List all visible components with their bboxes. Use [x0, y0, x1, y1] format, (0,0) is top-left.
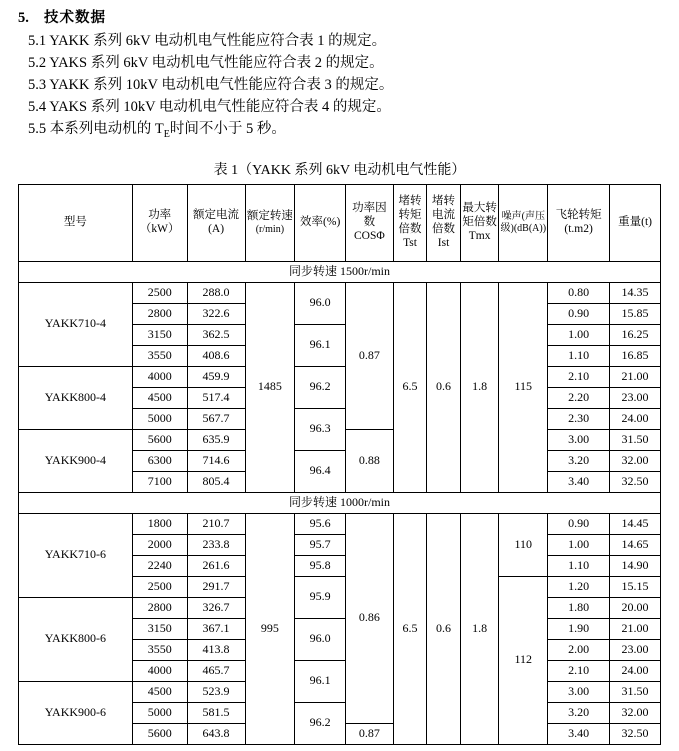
- flywheel-cell: 3.40: [548, 471, 610, 492]
- power-cell: 5600: [132, 723, 187, 744]
- power-cell: 5000: [132, 702, 187, 723]
- weight-cell: 32.50: [610, 723, 661, 744]
- table-row: [19, 513, 661, 534]
- header-flywheel-torque: 飞轮转矩 (t.m2): [548, 184, 610, 261]
- power-cell: 4000: [132, 660, 187, 681]
- current-cell: 465.7: [187, 660, 245, 681]
- weight-cell: 16.85: [610, 345, 661, 366]
- current-cell: 233.8: [187, 534, 245, 555]
- current-cell: 326.7: [187, 597, 245, 618]
- table-header-row: [19, 184, 661, 261]
- section-label-1000: 同步转速 1000r/min: [19, 492, 661, 513]
- current-cell: 210.7: [187, 513, 245, 534]
- current-cell: 805.4: [187, 471, 245, 492]
- section-number: 5.: [18, 10, 29, 26]
- flywheel-cell: 2.20: [548, 387, 610, 408]
- table-row: [19, 366, 661, 387]
- weight-cell: 24.00: [610, 660, 661, 681]
- efficiency-cell: 95.7: [295, 534, 346, 555]
- efficiency-cell: 96.3: [295, 408, 346, 450]
- flywheel-cell: 3.00: [548, 429, 610, 450]
- header-weight: 重量(t): [610, 184, 661, 261]
- efficiency-cell: 96.0: [295, 618, 346, 660]
- paragraph-5-5-part-a: 5.5 本系列电动机的 T: [28, 121, 164, 137]
- speed-cell: 1485: [245, 282, 295, 492]
- efficiency-cell: 96.4: [295, 450, 346, 492]
- flywheel-cell: 3.20: [548, 450, 610, 471]
- model-cell: YAKK800-6: [19, 597, 133, 681]
- power-cell: 3150: [132, 618, 187, 639]
- header-power-factor: 功率因 数 COSΦ: [346, 184, 394, 261]
- current-cell: 362.5: [187, 324, 245, 345]
- flywheel-cell: 1.10: [548, 345, 610, 366]
- current-cell: 635.9: [187, 429, 245, 450]
- model-cell: YAKK710-6: [19, 513, 133, 597]
- weight-cell: 16.25: [610, 324, 661, 345]
- section-title: 技术数据: [44, 10, 106, 26]
- ist-cell: 0.6: [427, 513, 461, 744]
- cos-cell: 0.86: [346, 513, 394, 723]
- header-locked-rotor-current: 堵转 电流 倍数 Ist: [427, 184, 461, 261]
- weight-cell: 14.35: [610, 282, 661, 303]
- table-row: [19, 282, 661, 303]
- weight-cell: 24.00: [610, 408, 661, 429]
- weight-cell: 23.00: [610, 639, 661, 660]
- model-cell: YAKK900-4: [19, 429, 133, 492]
- power-cell: 2500: [132, 282, 187, 303]
- model-cell: YAKK900-6: [19, 681, 133, 744]
- speed-cell: 995: [245, 513, 295, 744]
- header-locked-rotor-torque: 堵转 转矩 倍数 Tst: [393, 184, 427, 261]
- power-cell: 7100: [132, 471, 187, 492]
- efficiency-cell: 95.9: [295, 576, 346, 618]
- power-cell: 1800: [132, 513, 187, 534]
- power-cell: 3550: [132, 345, 187, 366]
- flywheel-cell: 2.10: [548, 660, 610, 681]
- weight-cell: 31.50: [610, 681, 661, 702]
- weight-cell: 32.00: [610, 702, 661, 723]
- paragraph-5-5-part-b: 时间不小于 5 秒。: [169, 121, 286, 137]
- weight-cell: 15.85: [610, 303, 661, 324]
- header-model: 型号: [19, 184, 133, 261]
- performance-table: [18, 184, 661, 745]
- header-efficiency: 效率(%): [295, 184, 346, 261]
- current-cell: 322.6: [187, 303, 245, 324]
- noise-cell: 110: [499, 513, 548, 576]
- paragraph-5-4: 5.4 YAKS 系列 10kV 电动机电气性能应符合表 4 的规定。: [28, 99, 391, 115]
- section-row-1000: [19, 492, 661, 513]
- weight-cell: 32.00: [610, 450, 661, 471]
- flywheel-cell: 0.90: [548, 513, 610, 534]
- weight-cell: 20.00: [610, 597, 661, 618]
- power-cell: 2000: [132, 534, 187, 555]
- current-cell: 581.5: [187, 702, 245, 723]
- power-cell: 5600: [132, 429, 187, 450]
- header-max-torque: 最大转 矩倍数 Tmx: [460, 184, 499, 261]
- efficiency-cell: 95.6: [295, 513, 346, 534]
- tmx-cell: 1.8: [460, 513, 499, 744]
- paragraph-5-5: [28, 119, 661, 145]
- current-cell: 567.7: [187, 408, 245, 429]
- section-label-1500: 同步转速 1500r/min: [19, 261, 661, 282]
- efficiency-cell: 96.2: [295, 702, 346, 744]
- paragraph-5-3: 5.3 YAKK 系列 10kV 电动机电气性能应符合表 3 的规定。: [28, 77, 394, 93]
- table-caption: 表 1（YAKK 系列 6kV 电动机电气性能）: [213, 162, 466, 178]
- power-cell: 4000: [132, 366, 187, 387]
- header-power: 功率（kW）: [132, 184, 187, 261]
- section-heading: [18, 6, 661, 27]
- power-cell: 2800: [132, 597, 187, 618]
- power-cell: 5000: [132, 408, 187, 429]
- tmx-cell: 1.8: [460, 282, 499, 492]
- flywheel-cell: 2.30: [548, 408, 610, 429]
- current-cell: 523.9: [187, 681, 245, 702]
- power-cell: 2800: [132, 303, 187, 324]
- current-cell: 459.9: [187, 366, 245, 387]
- efficiency-cell: 96.1: [295, 660, 346, 702]
- weight-cell: 21.00: [610, 366, 661, 387]
- flywheel-cell: 3.40: [548, 723, 610, 744]
- header-noise: 噪声(声压 级)(dB(A)): [499, 184, 548, 261]
- current-cell: 408.6: [187, 345, 245, 366]
- power-cell: 4500: [132, 681, 187, 702]
- power-cell: 6300: [132, 450, 187, 471]
- flywheel-cell: 1.10: [548, 555, 610, 576]
- model-cell: YAKK800-4: [19, 366, 133, 429]
- flywheel-cell: 3.00: [548, 681, 610, 702]
- current-cell: 288.0: [187, 282, 245, 303]
- cos-cell: 0.88: [346, 429, 394, 492]
- weight-cell: 14.65: [610, 534, 661, 555]
- flywheel-cell: 2.10: [548, 366, 610, 387]
- noise-cell: 115: [499, 282, 548, 492]
- power-cell: 3150: [132, 324, 187, 345]
- weight-cell: 23.00: [610, 387, 661, 408]
- model-cell: YAKK710-4: [19, 282, 133, 366]
- header-rated-current: 额定电流 (A): [187, 184, 245, 261]
- paragraph-5-2: 5.2 YAKS 系列 6kV 电动机电气性能应符合表 2 的规定。: [28, 55, 384, 71]
- current-cell: 517.4: [187, 387, 245, 408]
- power-cell: 2240: [132, 555, 187, 576]
- ist-cell: 0.6: [427, 282, 461, 492]
- current-cell: 643.8: [187, 723, 245, 744]
- flywheel-cell: 0.90: [548, 303, 610, 324]
- weight-cell: 32.50: [610, 471, 661, 492]
- cos-cell: 0.87: [346, 282, 394, 429]
- current-cell: 261.6: [187, 555, 245, 576]
- current-cell: 367.1: [187, 618, 245, 639]
- paragraph-5-5-subscript: E: [163, 128, 170, 140]
- section-row-1500: [19, 261, 661, 282]
- flywheel-cell: 1.80: [548, 597, 610, 618]
- cos-cell: 0.87: [346, 723, 394, 744]
- efficiency-cell: 96.1: [295, 324, 346, 366]
- efficiency-cell: 96.0: [295, 282, 346, 324]
- header-rated-speed: 额定转速 (r/min): [245, 184, 295, 261]
- efficiency-cell: 95.8: [295, 555, 346, 576]
- paragraph-5-1: 5.1 YAKK 系列 6kV 电动机电气性能应符合表 1 的规定。: [28, 33, 387, 49]
- current-cell: 714.6: [187, 450, 245, 471]
- weight-cell: 21.00: [610, 618, 661, 639]
- current-cell: 291.7: [187, 576, 245, 597]
- power-cell: 3550: [132, 639, 187, 660]
- tst-cell: 6.5: [393, 513, 427, 744]
- tst-cell: 6.5: [393, 282, 427, 492]
- weight-cell: 14.90: [610, 555, 661, 576]
- weight-cell: 14.45: [610, 513, 661, 534]
- flywheel-cell: 1.00: [548, 324, 610, 345]
- efficiency-cell: 96.2: [295, 366, 346, 408]
- flywheel-cell: 1.20: [548, 576, 610, 597]
- weight-cell: 31.50: [610, 429, 661, 450]
- power-cell: 2500: [132, 576, 187, 597]
- current-cell: 413.8: [187, 639, 245, 660]
- power-cell: 4500: [132, 387, 187, 408]
- flywheel-cell: 1.90: [548, 618, 610, 639]
- flywheel-cell: 1.00: [548, 534, 610, 555]
- weight-cell: 15.15: [610, 576, 661, 597]
- noise-cell: 112: [499, 576, 548, 744]
- flywheel-cell: 0.80: [548, 282, 610, 303]
- flywheel-cell: 2.00: [548, 639, 610, 660]
- table-body: [19, 261, 661, 744]
- flywheel-cell: 3.20: [548, 702, 610, 723]
